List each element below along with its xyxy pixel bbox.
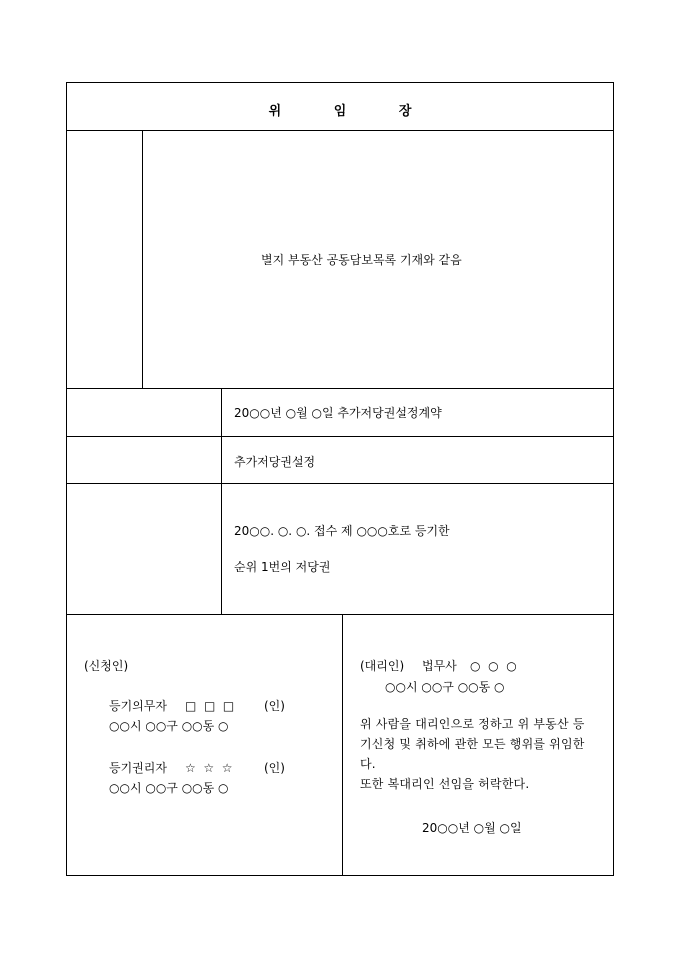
agent-date: 20○○년 ○월 ○일 (422, 821, 522, 835)
agent-address: ○○시 ○○구 ○○동 ○ (385, 680, 505, 694)
divider-property-label (142, 130, 143, 388)
obligor-seal: (인) (264, 699, 285, 713)
agent-statement-line-1: 위 사람을 대리인으로 정하고 위 부동산 등 (360, 717, 585, 731)
title-char-2: 임 (333, 104, 347, 119)
agent-name: ○ ○ ○ (470, 659, 517, 673)
agent-statement-line-4: 또한 복대리인 선임을 허락한다. (360, 777, 530, 791)
divider-target (67, 614, 613, 615)
title-char-1: 위 (268, 104, 282, 119)
registration-cause: 20○○년 ○월 ○일 추가저당권설정계약 (234, 406, 442, 420)
divider-property (67, 388, 613, 389)
agent-statement (360, 714, 612, 794)
creditor-address: ○○시 ○○구 ○○동 ○ (109, 781, 229, 795)
power-of-attorney-form (66, 82, 614, 876)
applicant-header: (신청인) (84, 659, 129, 673)
creditor-label: 등기권리자 (109, 761, 167, 775)
divider-title (67, 130, 613, 131)
agent-statement-line-3: 다. (360, 757, 376, 771)
agent-header: (대리인) (360, 659, 405, 673)
divider-bottom (342, 614, 343, 876)
target-line-2: 순위 1번의 저당권 (234, 560, 331, 574)
creditor-name: ☆ ☆ ☆ (185, 761, 233, 775)
obligor-address: ○○시 ○○구 ○○동 ○ (109, 719, 229, 733)
divider-purpose (67, 483, 613, 484)
creditor-seal: (인) (264, 761, 285, 775)
agent-statement-line-2: 기신청 및 취하에 관한 모든 행위를 위임한 (360, 737, 585, 751)
registration-purpose: 추가저당권설정 (234, 455, 316, 469)
divider-row-label (221, 388, 222, 614)
form-title (67, 100, 613, 119)
obligor-name: □ □ □ (185, 699, 235, 713)
agent-title: 법무사 (422, 659, 457, 673)
title-char-3: 장 (398, 104, 412, 119)
property-description: 별지 부동산 공동담보목록 기재와 같음 (261, 253, 462, 267)
obligor-label: 등기의무자 (109, 699, 167, 713)
divider-cause (67, 436, 613, 437)
target-line-1: 20○○. ○. ○. 접수 제 ○○○호로 등기한 (234, 524, 450, 538)
